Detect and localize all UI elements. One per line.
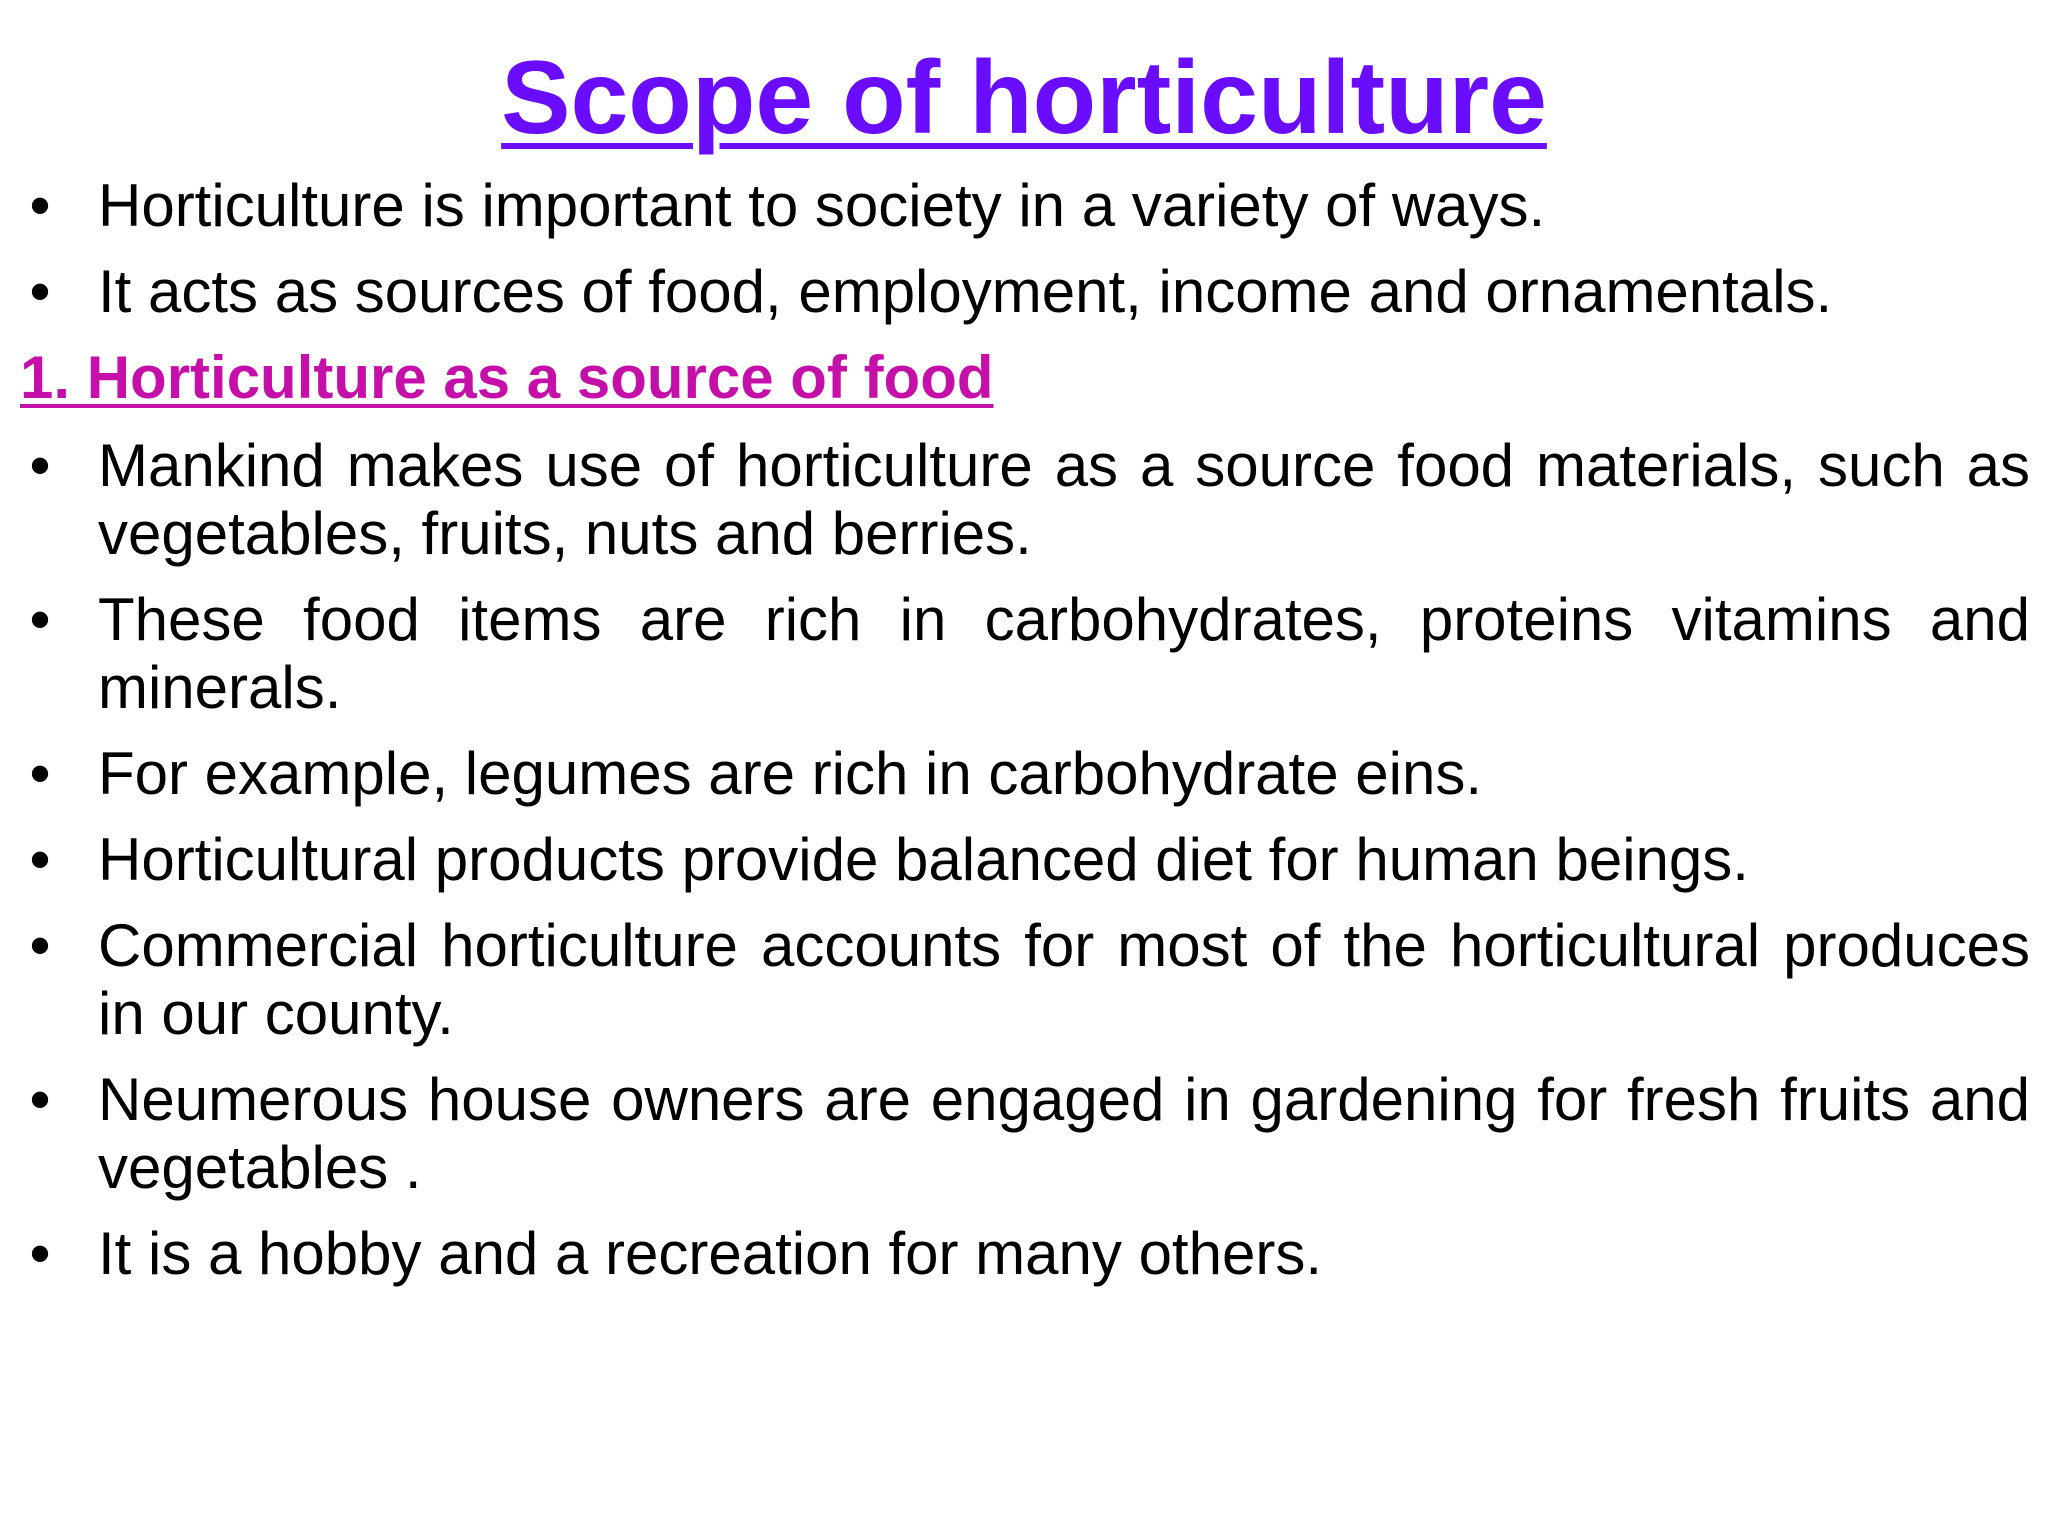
bullet-icon: • [29, 258, 51, 325]
bullet-icon: • [29, 1220, 51, 1287]
bullet-item [20, 258, 2030, 326]
bullet-text: It is a hobby and a recreation for many others. [98, 1220, 1322, 1287]
bullet-item [20, 432, 2030, 568]
bullet-icon: • [29, 912, 51, 979]
bullet-text: Mankind makes use of horticulture as a source food materials, such as vegetables, fruits, nuts and berries. [98, 432, 2030, 567]
bullet-item [20, 740, 2030, 808]
bullet-text: These food items are rich in carbohydrates, proteins vitamins and minerals. [98, 586, 2030, 721]
bullet-text: Horticulture is important to society in a variety of ways. [98, 172, 1546, 239]
bullet-item [20, 586, 2030, 722]
bullet-text: Horticultural products provide balanced diet for human beings. [98, 826, 1749, 893]
bullet-item [20, 826, 2030, 894]
bullet-icon: • [29, 740, 51, 807]
slide-content [20, 172, 2030, 1306]
bullet-text: It acts as sources of food, employment, income and ornamentals. [98, 258, 1833, 325]
bullet-text: For example, legumes are rich in carbohydrate eins. [98, 740, 1482, 807]
bullet-icon: • [29, 432, 51, 499]
section-heading: 1. Horticulture as a source of food [20, 344, 994, 411]
bullet-item [20, 1066, 2030, 1202]
bullet-icon: • [29, 172, 51, 239]
bullet-icon: • [29, 586, 51, 653]
bullet-icon: • [29, 1066, 51, 1133]
bullet-icon: • [29, 826, 51, 893]
bullet-item [20, 1220, 2030, 1288]
bullet-text: Neumerous house owners are engaged in gardening for fresh fruits and vegetables . [98, 1066, 2030, 1201]
bullet-item [20, 172, 2030, 240]
bullet-item [20, 912, 2030, 1048]
slide-title: Scope of horticulture [501, 40, 1547, 156]
bullet-text: Commercial horticulture accounts for most of the horticultural produces in our county. [98, 912, 2030, 1047]
